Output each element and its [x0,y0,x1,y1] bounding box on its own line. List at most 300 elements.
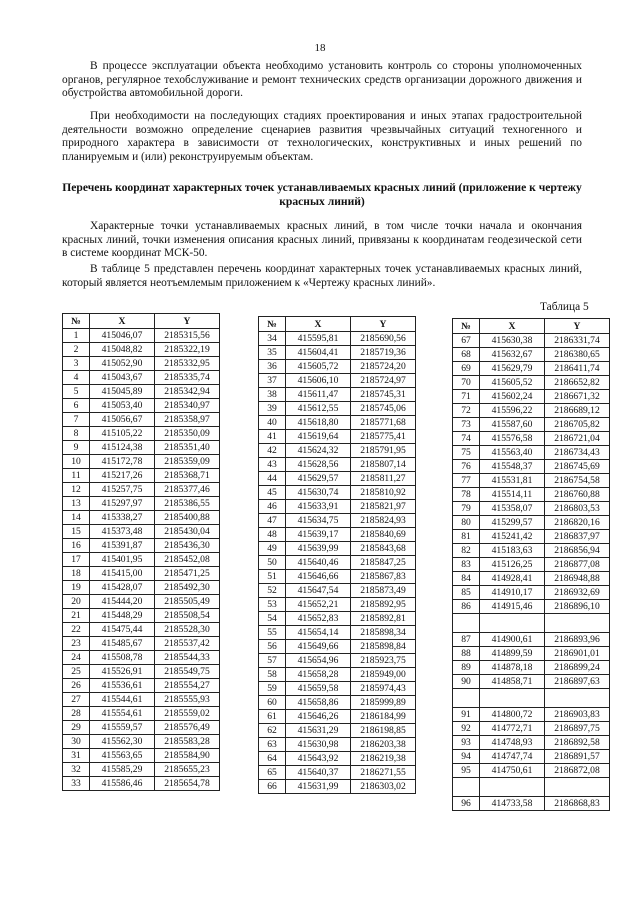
table-row [453,647,610,661]
point-number: 48 [259,528,286,542]
point-number: 72 [453,404,480,418]
coord-x: 415631,29 [286,724,351,738]
point-number: 61 [259,710,286,724]
coord-y: 2185771,68 [351,416,416,430]
coord-y: 2185340,97 [155,399,220,413]
table-row [453,614,610,633]
table-row [259,458,416,472]
coord-y: 2186891,57 [545,750,610,764]
coord-x: 415652,21 [286,598,351,612]
point-number: 82 [453,544,480,558]
coord-y: 2185492,30 [155,581,220,595]
table-row [259,766,416,780]
coord-x: 415585,29 [90,763,155,777]
coord-x: 414772,71 [480,722,545,736]
coord-x: 415604,41 [286,346,351,360]
coord-y: 2185807,14 [351,458,416,472]
point-number: 92 [453,722,480,736]
coord-x [480,614,545,633]
table-row [63,329,220,343]
table-row [63,371,220,385]
point-number: 59 [259,682,286,696]
table-row [63,679,220,693]
point-number: 81 [453,530,480,544]
coord-y: 2186897,63 [545,675,610,689]
table-row [63,511,220,525]
point-number: 45 [259,486,286,500]
coord-y: 2186271,55 [351,766,416,780]
coord-y: 2186803,53 [545,502,610,516]
table-row [63,721,220,735]
coord-x: 415053,40 [90,399,155,413]
point-number: 8 [63,427,90,441]
table-row [453,404,610,418]
table-row [63,651,220,665]
point-number: 13 [63,497,90,511]
point-number: 90 [453,675,480,689]
coord-x [480,778,545,797]
point-number: 24 [63,651,90,665]
point-number: 40 [259,416,286,430]
coord-x: 415043,67 [90,371,155,385]
point-number: 44 [259,472,286,486]
table-row [259,360,416,374]
table-row [453,418,610,432]
point-number: 52 [259,584,286,598]
coord-y: 2186689,12 [545,404,610,418]
coord-y: 2185898,84 [351,640,416,654]
coord-x: 415618,80 [286,416,351,430]
coord-x: 414878,18 [480,661,545,675]
coord-y: 2186198,85 [351,724,416,738]
coord-y: 2186184,99 [351,710,416,724]
coord-y: 2186380,65 [545,348,610,362]
coord-y: 2186745,69 [545,460,610,474]
table-row [453,348,610,362]
table-caption: Таблица 5 [540,301,589,313]
table-row [453,750,610,764]
coord-y: 2186303,02 [351,780,416,794]
point-number: 7 [63,413,90,427]
table-row [63,357,220,371]
table-row [259,416,416,430]
table-row [259,724,416,738]
point-number: 37 [259,374,286,388]
table-row [259,738,416,752]
coord-y: 2185505,49 [155,595,220,609]
table-row [259,584,416,598]
table-row [259,500,416,514]
table-row [259,486,416,500]
coord-x: 415596,22 [480,404,545,418]
coord-y: 2185655,23 [155,763,220,777]
coord-x: 415391,87 [90,539,155,553]
coord-y: 2185335,74 [155,371,220,385]
coord-y: 2185898,34 [351,626,416,640]
table-row [63,497,220,511]
coord-y: 2185892,81 [351,612,416,626]
table-row [63,749,220,763]
coord-y [545,689,610,708]
point-number: 32 [63,763,90,777]
coord-x: 415048,82 [90,343,155,357]
coord-x: 415299,57 [480,516,545,530]
col-header-x: X [286,317,351,332]
coord-y: 2186901,01 [545,647,610,661]
point-number: 42 [259,444,286,458]
point-number: 12 [63,483,90,497]
point-number: 5 [63,385,90,399]
col-header-x: X [90,314,155,329]
coord-x: 415643,92 [286,752,351,766]
coord-x: 415548,37 [480,460,545,474]
table-row [63,595,220,609]
coord-y: 2186754,58 [545,474,610,488]
coord-y: 2185949,00 [351,668,416,682]
table-row [63,483,220,497]
table-row [259,444,416,458]
coordinates-table-1 [62,313,220,791]
coord-x: 415448,29 [90,609,155,623]
point-number: 96 [453,797,480,811]
table-row [259,556,416,570]
coord-y: 2185386,55 [155,497,220,511]
table-row [453,689,610,708]
coord-y: 2185724,20 [351,360,416,374]
table-row [63,707,220,721]
coord-x: 415629,79 [480,362,545,376]
table-row [259,752,416,766]
point-number: 66 [259,780,286,794]
coord-y: 2185824,93 [351,514,416,528]
point-number: 85 [453,586,480,600]
coord-y: 2185867,83 [351,570,416,584]
point-number: 94 [453,750,480,764]
coord-y: 2186932,69 [545,586,610,600]
coord-y: 2185358,97 [155,413,220,427]
coord-y: 2185745,06 [351,402,416,416]
point-number: 38 [259,388,286,402]
table-row [63,665,220,679]
point-number: 41 [259,430,286,444]
col-header-x: X [480,319,545,334]
table-row [63,525,220,539]
coord-y: 2185322,19 [155,343,220,357]
table-row [453,390,610,404]
coord-x: 415544,61 [90,693,155,707]
coord-y: 2186820,16 [545,516,610,530]
table-row [259,346,416,360]
point-number: 22 [63,623,90,637]
point-number: 15 [63,525,90,539]
coord-x: 415241,42 [480,530,545,544]
coord-x: 415632,67 [480,348,545,362]
table-row [453,460,610,474]
coord-y: 2185559,02 [155,707,220,721]
coordinates-table-2 [258,316,416,794]
col-header-number: № [63,314,90,329]
point-number: 77 [453,474,480,488]
point-number: 86 [453,600,480,614]
coord-x: 415052,90 [90,357,155,371]
col-header-number: № [453,319,480,334]
coord-x: 415257,75 [90,483,155,497]
table-row [63,427,220,441]
coord-y: 2185508,54 [155,609,220,623]
point-number: 10 [63,455,90,469]
coord-x: 415508,78 [90,651,155,665]
table-row [259,542,416,556]
point-number: 33 [63,777,90,791]
coord-y: 2186837,97 [545,530,610,544]
coord-x: 415639,17 [286,528,351,542]
point-number: 46 [259,500,286,514]
table-row [453,502,610,516]
coord-x: 415654,14 [286,626,351,640]
coord-y: 2185584,90 [155,749,220,763]
coord-y: 2186652,82 [545,376,610,390]
point-number: 71 [453,390,480,404]
point-number: 19 [63,581,90,595]
point-number: 57 [259,654,286,668]
table-row [63,609,220,623]
table-row [453,572,610,586]
point-number: 23 [63,637,90,651]
col-header-y: Y [155,314,220,329]
table-row [63,441,220,455]
coord-x: 414733,58 [480,797,545,811]
coord-y: 2185400,88 [155,511,220,525]
table-row [453,544,610,558]
table-row [259,682,416,696]
table-row [259,570,416,584]
point-number: 31 [63,749,90,763]
coord-y: 2186896,10 [545,600,610,614]
coord-x: 414928,41 [480,572,545,586]
point-number: 34 [259,332,286,346]
coord-y: 2185974,43 [351,682,416,696]
coord-y: 2186877,08 [545,558,610,572]
table-row [63,777,220,791]
point-number: 18 [63,567,90,581]
point-number: 67 [453,334,480,348]
coord-y: 2185923,75 [351,654,416,668]
point-number: 2 [63,343,90,357]
coord-y [545,614,610,633]
point-number: 55 [259,626,286,640]
coord-y [545,778,610,797]
coord-x: 414747,74 [480,750,545,764]
table-row [63,553,220,567]
coord-y: 2186760,88 [545,488,610,502]
coord-x: 415562,30 [90,735,155,749]
point-number: 56 [259,640,286,654]
coord-x: 415612,55 [286,402,351,416]
coord-y: 2185576,49 [155,721,220,735]
coord-x: 415124,38 [90,441,155,455]
coord-y: 2186872,08 [545,764,610,778]
coord-x: 415647,54 [286,584,351,598]
table-row [259,668,416,682]
coord-x: 415514,11 [480,488,545,502]
coord-x: 415046,07 [90,329,155,343]
coord-x: 415605,52 [480,376,545,390]
point-number: 88 [453,647,480,661]
coord-x: 415358,07 [480,502,545,516]
coord-y: 2185544,33 [155,651,220,665]
table-row [453,778,610,797]
point-number: 1 [63,329,90,343]
coord-y: 2185840,69 [351,528,416,542]
coord-x: 415606,10 [286,374,351,388]
coord-x: 415646,66 [286,570,351,584]
point-number: 68 [453,348,480,362]
coord-x: 415587,60 [480,418,545,432]
point-number: 35 [259,346,286,360]
point-number: 27 [63,693,90,707]
table-row [453,474,610,488]
coord-x: 415611,47 [286,388,351,402]
coord-x: 415624,32 [286,444,351,458]
coordinates-table-3 [452,318,610,811]
point-number [453,689,480,708]
point-number: 65 [259,766,286,780]
coord-x: 415586,46 [90,777,155,791]
point-number [453,614,480,633]
table-row [453,376,610,390]
coord-x: 415619,64 [286,430,351,444]
table-row [63,539,220,553]
coord-y: 2185554,27 [155,679,220,693]
table-row [63,581,220,595]
coord-y: 2185724,97 [351,374,416,388]
coord-x: 415401,95 [90,553,155,567]
table-row [259,612,416,626]
coord-y: 2186893,96 [545,633,610,647]
table-row [453,722,610,736]
point-number: 89 [453,661,480,675]
coord-y: 2185555,93 [155,693,220,707]
coord-x: 415526,91 [90,665,155,679]
coord-y: 2185810,92 [351,486,416,500]
coord-x: 415605,72 [286,360,351,374]
point-number: 29 [63,721,90,735]
paragraph-table-intro: В таблице 5 представлен перечень координат характерных точек устанавливаемых красных линий, который является неотъемлемым приложением к «Чертежу красных линий». [62,263,582,289]
table-row [453,432,610,446]
coord-x: 415415,00 [90,567,155,581]
coord-x: 415217,26 [90,469,155,483]
table-row [63,763,220,777]
table-row [63,413,220,427]
table-row [259,514,416,528]
coord-y: 2185847,25 [351,556,416,570]
page-number: 18 [314,42,326,54]
coord-x: 414858,71 [480,675,545,689]
coord-x: 414800,72 [480,708,545,722]
point-number: 74 [453,432,480,446]
coord-x: 415563,65 [90,749,155,763]
coord-y: 2185821,97 [351,500,416,514]
coord-x: 415658,28 [286,668,351,682]
table-row [453,334,610,348]
coord-x: 415630,74 [286,486,351,500]
point-number: 87 [453,633,480,647]
table-row [259,780,416,794]
coord-y: 2185537,42 [155,637,220,651]
coord-x: 415172,78 [90,455,155,469]
table-row [63,469,220,483]
paragraph-points: Характерные точки устанавливаемых красных линий, в том числе точки начала и окончания красных линий, точки изменения описания красных линий, привязаны к координатам геодезической сети в системе координат МСК-50. [62,220,582,260]
coord-x: 415654,96 [286,654,351,668]
coord-y: 2185452,08 [155,553,220,567]
table-row [453,362,610,376]
coord-y: 2186734,43 [545,446,610,460]
coord-x: 415559,57 [90,721,155,735]
coord-x: 415595,81 [286,332,351,346]
point-number: 73 [453,418,480,432]
table-row [453,764,610,778]
table-row [259,640,416,654]
coord-x: 414750,61 [480,764,545,778]
point-number: 53 [259,598,286,612]
coord-x: 415629,57 [286,472,351,486]
coord-y: 2185745,31 [351,388,416,402]
point-number: 54 [259,612,286,626]
point-number: 30 [63,735,90,749]
coord-x: 415630,98 [286,738,351,752]
coord-x: 415126,25 [480,558,545,572]
coord-y: 2186903,83 [545,708,610,722]
point-number: 51 [259,570,286,584]
point-number: 39 [259,402,286,416]
coord-y: 2186948,88 [545,572,610,586]
table-row [63,567,220,581]
coord-x: 415602,24 [480,390,545,404]
coord-y: 2185719,36 [351,346,416,360]
point-number: 47 [259,514,286,528]
table-row [453,558,610,572]
coord-x: 415444,20 [90,595,155,609]
point-number: 43 [259,458,286,472]
coord-y: 2186411,74 [545,362,610,376]
col-header-y: Y [545,319,610,334]
point-number: 91 [453,708,480,722]
table-row [63,399,220,413]
point-number: 28 [63,707,90,721]
coord-y: 2185690,56 [351,332,416,346]
coord-y: 2185350,09 [155,427,220,441]
table-row [63,455,220,469]
coord-y: 2186721,04 [545,432,610,446]
coord-y: 2185430,04 [155,525,220,539]
table-row [453,736,610,750]
table-row [63,385,220,399]
table-row [453,586,610,600]
point-number: 70 [453,376,480,390]
coord-y: 2185342,94 [155,385,220,399]
coord-y: 2186705,82 [545,418,610,432]
coord-x: 414915,46 [480,600,545,614]
coord-y: 2185351,40 [155,441,220,455]
point-number: 6 [63,399,90,413]
table-row [259,402,416,416]
coord-y: 2186897,75 [545,722,610,736]
table-row [63,637,220,651]
point-number: 78 [453,488,480,502]
coord-y: 2185892,95 [351,598,416,612]
coord-x: 414910,17 [480,586,545,600]
coord-x: 414899,59 [480,647,545,661]
